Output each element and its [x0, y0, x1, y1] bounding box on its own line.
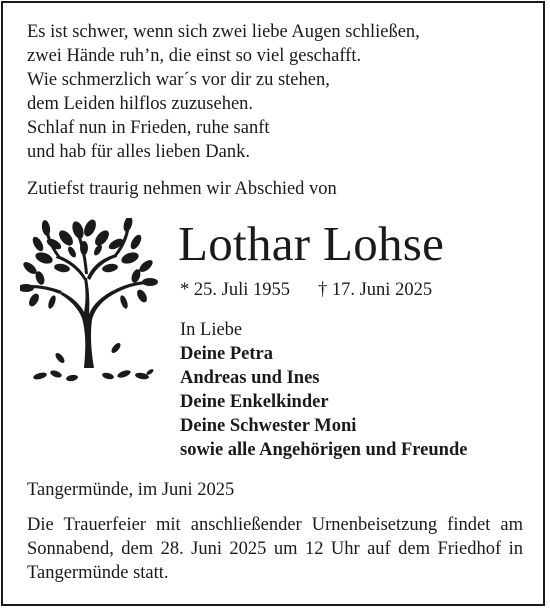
place-and-date: Tangermünde, im Juni 2025	[27, 480, 235, 500]
deceased-name: Lothar Lohse	[178, 216, 445, 271]
mourner-name: Deine Enkelkinder	[180, 392, 329, 412]
funeral-notice: Die Trauerfeier mit anschließender Urnenbeisetzung findet am Sonnabend, dem 28. Juni 2025 um 12 Uhr auf dem Friedhof in Tangermünde statt.	[27, 515, 523, 583]
mourner-name: sowie alle Angehörigen und Freunde	[180, 440, 468, 460]
poem-line: dem Leiden hilflos zuzusehen.	[27, 94, 254, 114]
mourners-intro: In Liebe	[180, 320, 243, 340]
poem-line: Schlaf nun in Frieden, ruhe sanft	[27, 118, 270, 138]
poem-line: zwei Hände ruh’n, die einst so viel geschafft.	[27, 46, 362, 66]
mourners-list	[180, 318, 467, 462]
mourner-name: Deine Schwester Moni	[180, 416, 357, 436]
poem	[27, 20, 420, 164]
farewell-intro: Zutiefst traurig nehmen wir Abschied von	[27, 179, 337, 199]
mourner-name: Andreas und Ines	[180, 368, 320, 388]
poem-line: Wie schmerzlich war´s vor dir zu stehen,	[27, 70, 330, 90]
life-dates	[180, 278, 432, 302]
tree-icon	[20, 218, 158, 386]
mourner-name: Deine Petra	[180, 344, 273, 364]
birth-date: * 25. Juli 1955	[180, 280, 290, 300]
poem-line: Es ist schwer, wenn sich zwei liebe Augen schließen,	[27, 22, 420, 42]
poem-line: und hab für alles lieben Dank.	[27, 142, 250, 162]
death-date: † 17. Juni 2025	[317, 280, 433, 300]
